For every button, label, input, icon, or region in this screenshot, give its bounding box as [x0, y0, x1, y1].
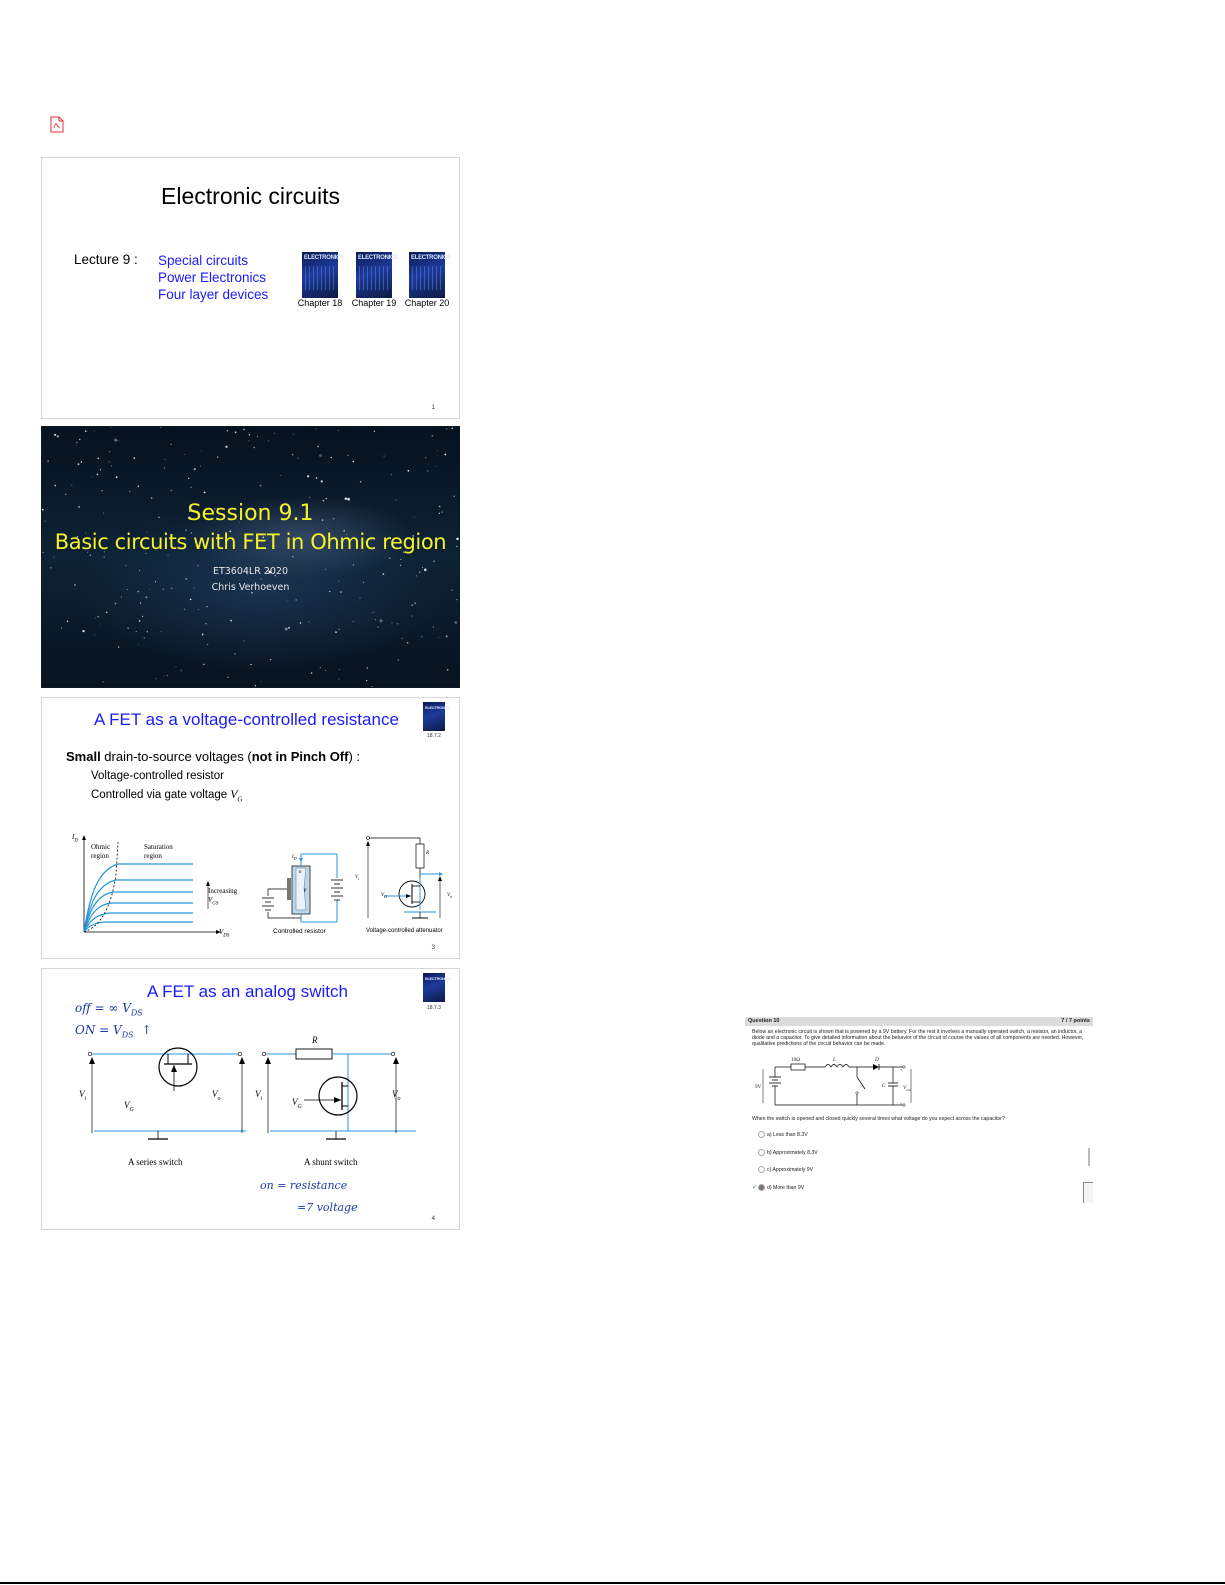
- figure-caption: A series switch: [128, 1157, 183, 1167]
- slide-4: [41, 968, 460, 1230]
- quiz-question-panel: [745, 1017, 1093, 1203]
- slide-3: [41, 697, 460, 959]
- scrollbar-thumb[interactable]: [1088, 1148, 1090, 1166]
- handwritten-note-voltage: =7 voltage: [297, 1201, 358, 1214]
- plus-terminal: +: [900, 1067, 903, 1072]
- pdf-file-icon[interactable]: [50, 116, 64, 133]
- vo-label: $V_o$: [392, 1089, 401, 1102]
- quiz-circuit-diagram: [753, 1055, 923, 1111]
- slide-1: [41, 157, 460, 419]
- side-panel-tab[interactable]: [1083, 1182, 1093, 1203]
- topic-item: Four layer devices: [158, 287, 269, 302]
- axis-label-id: $I_D$: [72, 833, 78, 844]
- slide-title: A FET as an analog switch: [147, 982, 348, 1001]
- slide-number: 4: [431, 1216, 435, 1222]
- minus-terminal: −: [900, 1101, 903, 1106]
- series-switch-diagram: [76, 1043, 256, 1153]
- slide-title: A FET as a voltage-controlled resistance: [94, 710, 399, 729]
- correct-check-icon: ✓: [752, 1185, 758, 1191]
- topic-item: Special circuits: [158, 253, 249, 268]
- battery-voltage: 9V: [755, 1084, 762, 1090]
- vg-label: $V_G$: [124, 1100, 134, 1113]
- vg-label: $V_G$: [292, 1097, 302, 1110]
- question-header: [745, 1017, 1093, 1026]
- vout-label: $V_{out}$: [903, 1085, 911, 1093]
- answer-option[interactable]: b) Approximately 8.3V: [758, 1149, 818, 1157]
- book-section-ref: 18.7.3: [427, 1005, 441, 1011]
- topic-list: [158, 252, 268, 303]
- vg-label: $V_G$: [381, 893, 387, 899]
- session-title: Session 9.1: [187, 501, 314, 526]
- chapter-label: Chapter 20: [404, 298, 450, 308]
- question-points: 7 / 7 points: [1061, 1018, 1090, 1024]
- radio-button[interactable]: [758, 1131, 765, 1138]
- slide-2: [41, 426, 460, 688]
- vi-label: $V_i$: [255, 1089, 263, 1102]
- slide-number: 1: [431, 405, 435, 411]
- radio-button[interactable]: [758, 1184, 765, 1191]
- book-cover-image: ELECTRONICS: [423, 702, 445, 731]
- book-cover-image: ELECTRONICS: [409, 252, 445, 298]
- vo-label: $V_o$: [447, 893, 453, 899]
- resistor-value: 10Ω: [791, 1057, 801, 1063]
- topic-item: Power Electronics: [158, 270, 267, 285]
- book-cover-image: ELECTRONICS: [423, 973, 445, 1002]
- slide-text: Small drain-to-source voltages (not in Pinch Off) :: [66, 749, 361, 764]
- book-section-ref: 18.7.2: [427, 733, 441, 739]
- capacitor-label: C: [882, 1083, 886, 1089]
- attenuator-circuit-diagram: [354, 836, 454, 926]
- vi-label: $V_i$: [79, 1089, 87, 1102]
- radio-button[interactable]: [758, 1149, 765, 1156]
- id-label: $I_D$: [292, 855, 297, 861]
- course-code: ET3604LR 2020: [212, 566, 289, 577]
- radio-button[interactable]: [758, 1166, 765, 1173]
- handwritten-note-resistance: on = resistance: [260, 1179, 348, 1192]
- session-subtitle: Basic circuits with FET in Ohmic region: [54, 530, 447, 554]
- author-name: Chris Verhoeven: [211, 582, 290, 593]
- axis-label-vds: $V_{DS}$: [219, 928, 230, 939]
- question-description: Below an electronic circuit is shown that is powered by a 9V battery. For the rest it involves a manually operated switch, a resistor, an inductor, a diode and a capacitor. To give detailed information about the behavior of the circuit of course the values of all components are needed. However, qualitative predictions of the circuit behavior can be made.: [752, 1029, 1084, 1048]
- vo-label: $V_o$: [212, 1089, 221, 1102]
- bullet-item: Controlled via gate voltage $V_G$: [91, 789, 243, 804]
- answer-option[interactable]: a) Less than 8.3V: [758, 1131, 808, 1139]
- ohmic-region-label: Ohmic region: [91, 843, 111, 860]
- chapter-label: Chapter 19: [351, 298, 397, 308]
- lecture-label: Lecture 9 :: [74, 252, 138, 267]
- vi-label: $V_i$: [355, 875, 360, 881]
- handwritten-note-on: ON = $V_{DS}$ ↑: [75, 1023, 152, 1040]
- p-region-label: p: [304, 888, 307, 893]
- figure-caption: A shunt switch: [304, 1157, 358, 1167]
- answer-option[interactable]: c) Approximately 9V: [758, 1166, 813, 1174]
- n-channel-label: n: [299, 870, 302, 875]
- saturation-region-label: Saturation region: [144, 843, 173, 860]
- page-bottom-border: [0, 1582, 1225, 1584]
- slide-title: Electronic circuits: [161, 183, 340, 209]
- handwritten-note-off: off = ∞ $V_{DS}$: [75, 1001, 143, 1018]
- controlled-resistor-diagram: [254, 848, 354, 926]
- starfield-background: [42, 427, 460, 688]
- book-cover-image: ELECTRONICS: [302, 252, 338, 298]
- resistor-label: R: [312, 1035, 318, 1045]
- book-cover-image: ELECTRONICS: [356, 252, 392, 298]
- question-number: Question 10: [748, 1018, 780, 1024]
- resistor-label: R: [426, 851, 430, 856]
- figure-caption: Controlled resistor: [273, 928, 326, 935]
- figure-caption: Voltage-controlled attenuator: [366, 928, 443, 934]
- increasing-vgs-label: Increasing $V_{GS}$: [208, 887, 238, 907]
- chapter-label: Chapter 18: [297, 298, 343, 308]
- inductor-label: L: [833, 1057, 836, 1063]
- answer-option-selected[interactable]: d) More than 9V: [758, 1184, 804, 1192]
- diode-label: D: [875, 1057, 879, 1063]
- bullet-item: Voltage-controlled resistor: [91, 770, 224, 782]
- slide-number: 3: [431, 945, 435, 951]
- question-prompt: When the switch is opened and closed quickly several times what voltage do you expect across the capacitor?: [752, 1116, 1005, 1122]
